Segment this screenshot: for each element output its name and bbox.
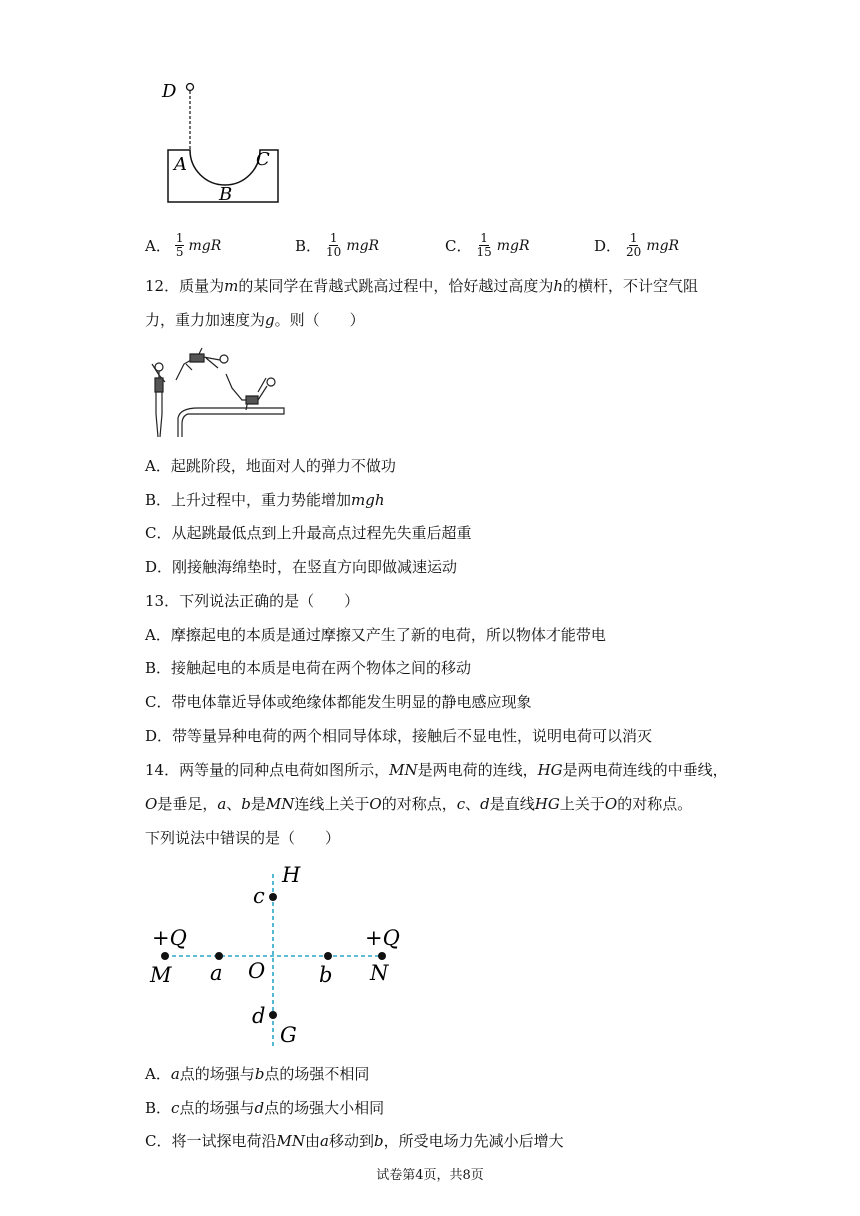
q13-option-a: A．摩擦起电的本质是通过摩擦又产生了新的电荷，所以物体才能带电 [145,626,606,644]
q11-option-a: A． $\frac{1}{5}$ mgR [145,231,222,259]
q12-option-a: A．起跳阶段，地面对人的弹力不做功 [145,457,396,475]
label-plusQ-left: +Q [152,926,187,950]
q14-stem-line1: 14．两等量的同种点电荷如图所示，MN是两电荷的连线，HG是两电荷连线的中垂线， [145,761,728,779]
q12-stem-line1: 12．质量为m的某同学在背越式跳高过程中，恰好越过高度为h的横杆，不计空气阻 [145,277,699,295]
point-b-dot [324,952,332,960]
label-c: c [253,884,265,908]
q13-option-b: B．接触起电的本质是电荷在两个物体之间的移动 [145,659,472,677]
q14-stem-line2: O是垂足，a、b是MN连线上关于O的对称点，c、d是直线HG上关于O的对称点。 [145,795,693,813]
label-C: C [256,149,270,170]
q11-option-c: C． $\frac{1}{15}$ mgR [445,231,530,259]
q13-option-d: D．带等量异种电荷的两个相同导体球，接触后不显电性，说明电荷可以消灭 [145,727,653,745]
label-b: b [319,963,333,987]
fraction: $\frac{1}{5}$ [175,231,184,259]
label-B: B [219,184,233,205]
q11-figure [150,76,290,208]
q13-option-c: C．带电体靠近导体或绝缘体都能发生明显的静电感应现象 [145,693,532,711]
label-A: A [174,154,187,175]
charges-figure [148,860,410,1048]
label-M: M [150,963,172,987]
q12-option-c: C．从起跳最低点到上升最高点过程先失重后超重 [145,524,472,542]
q12-option-d: D．刚接触海绵垫时，在竖直方向即做减速运动 [145,558,458,576]
fraction: $\frac{1}{10}$ [326,231,342,259]
q11-option-b: B． $\frac{1}{10}$ mgR [295,231,380,259]
label-G: G [280,1023,297,1047]
point-d-dot [269,1011,277,1019]
q13-stem: 13．下列说法正确的是（ ） [145,592,360,610]
fraction: $\frac{1}{20}$ [626,231,642,259]
charge-N-dot [378,952,386,960]
charge-M-dot [161,952,169,960]
label-d: d [252,1004,266,1028]
label-a: a [210,961,223,985]
point-a-dot [215,952,223,960]
label-H: H [282,863,301,887]
point-c-dot [269,893,277,901]
fraction: $\frac{1}{15}$ [476,231,492,259]
q11-option-d: D． $\frac{1}{20}$ mgR [594,231,680,259]
q12-stem-line2: 力，重力加速度为g。则（ ） [145,311,365,329]
label-N: N [370,961,389,985]
label-D: D [162,81,177,102]
point-D [187,84,194,91]
page-footer: 试卷第4页，共8页 [376,1168,484,1183]
q14-stem-line3: 下列说法中错误的是（ ） [145,829,341,847]
q12-option-b: B．上升过程中，重力势能增加mgh [145,491,385,509]
q14-option-c: C．将一试探电荷沿MN由a移动到b，所受电场力先减小后增大 [145,1132,564,1150]
high-jump-figure [146,342,292,440]
q14-option-a: A．a点的场强与b点的场强不相同 [145,1065,370,1083]
q14-option-b: B．c点的场强与d点的场强大小相同 [145,1099,385,1117]
label-plusQ-right: +Q [365,926,400,950]
label-O: O [248,959,266,983]
